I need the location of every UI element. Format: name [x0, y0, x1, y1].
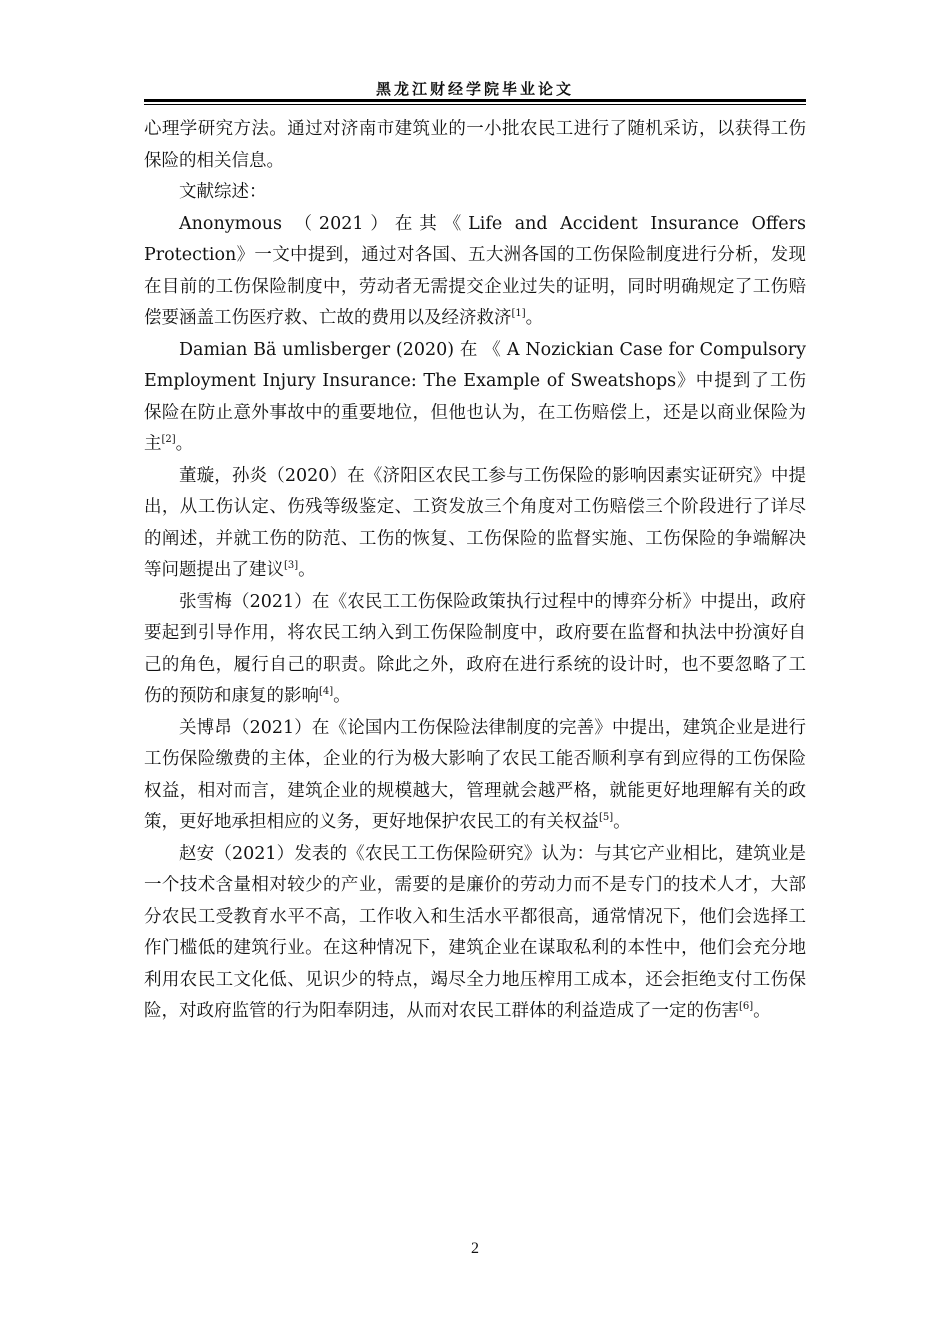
- citation-ref: [1]: [511, 308, 526, 319]
- paragraph-guan-2021: 关博昂（2021）在《论国内工伤保险法律制度的完善》中提出，建筑企业是进行工伤保险缴费的主体，企业的行为极大影响了农民工能否顺利享有到应得的工伤保险权益，相对而言，建筑企业的规模越大，管理就会越严格，就能更好地理解有关的政策，更好地承担相应的义务，更好地保护农民工的有关权益[5]。: [144, 717, 806, 832]
- paragraph-zhang-2021: 张雪梅（2021）在《农民工工伤保险政策执行过程中的博弈分析》中提出，政府要起到引导作用，将农民工纳入到工伤保险制度中，政府要在监督和执法中扮演好自己的角色，履行自己的职责。除此之外，政府在进行系统的设计时，也不要忽略了工伤的预防和康复的影响[4]。: [144, 591, 806, 706]
- paragraph-literature-review-heading: 文献综述：: [179, 182, 267, 202]
- header-rule-thick: [144, 99, 806, 102]
- paragraph-intro-continuation: 心理学研究方法。通过对济南市建筑业的一小批农民工进行了随机采访，以获得工伤保险的相关信息。: [144, 119, 806, 171]
- page-number: 2: [471, 1240, 479, 1257]
- citation-ref: [6]: [739, 1001, 754, 1012]
- paragraph-zhao-2021: 赵安（2021）发表的《农民工工伤保险研究》认为：与其它产业相比，建筑业是一个技术含量相对较少的产业，需要的是廉价的劳动力而不是专门的技术人才，大部分农民工受教育水平不高，工作收入和生活水平都很高，通常情况下，他们会选择工作门槛低的建筑行业。在这种情况下，建筑企业在谋取私利的本性中，他们会充分地利用农民工文化低、见识少的特点，竭尽全力地压榨用工成本，还会拒绝支付工伤保险，对政府监管的行为阳奉阴违，从而对农民工群体的利益造成了一定的伤害[6]。: [144, 843, 806, 1021]
- citation-ref: [4]: [319, 686, 334, 697]
- paragraph-anonymous-2021: Anonymous （2021）在其《Life and Accident Insurance Offers Protection》一文中提到，通过对各国、五大洲各国的工伤保险制度进行分析，发现在目前的工伤保险制度中，劳动者无需提交企业过失的证明，同时明确规定了工伤赔偿要涵盖工伤医疗救、亡故的费用以及经济救济[1]。: [144, 213, 806, 328]
- citation-ref: [3]: [284, 560, 299, 571]
- paragraph-dong-sun-2020: 董璇，孙炎（2020）在《济阳区农民工参与工伤保险的影响因素实证研究》中提出，从工伤认定、伤残等级鉴定、工资发放三个角度对工伤赔偿三个阶段进行了详尽的阐述，并就工伤的防范、工伤的恢复、工伤保险的监督实施、工伤保险的争端解决等问题提出了建议[3]。: [144, 465, 806, 580]
- citation-ref: [2]: [161, 434, 176, 445]
- paragraph-baumlisberger-2020: Damian Bä umlisberger (2020) 在 《 A Nozickian Case for Compulsory Employment Injury Insurance: The Example of Sweatshops》中提到了工伤保险在防止意外事故中的重要地位，但他也认为，在工伤赔偿上，还是以商业保险为主[2]。: [144, 339, 806, 454]
- header-rule-thin: [144, 104, 806, 105]
- page-header-title: 黑龙江财经学院毕业论文: [375, 80, 574, 98]
- body-text: [144, 114, 806, 1028]
- citation-ref: [5]: [599, 812, 614, 823]
